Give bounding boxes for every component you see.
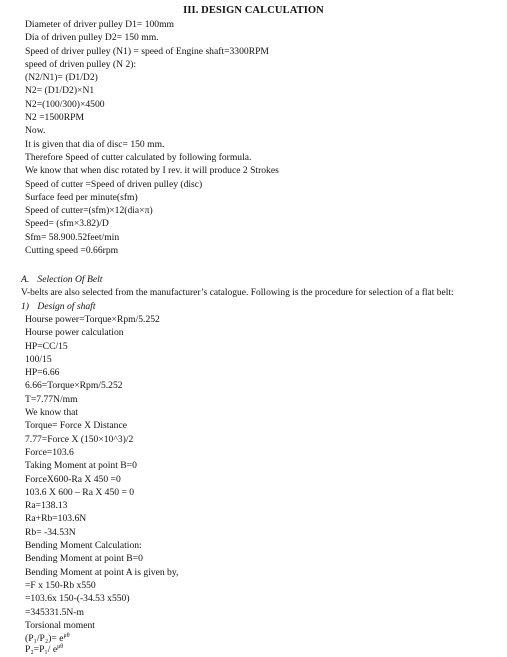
text-line: Dia of driven pulley D2= 150 mm.: [25, 32, 159, 44]
text-line: 103.6 X 600 – Ra X 450 = 0: [25, 486, 135, 498]
text-line: Speed= (sfm×3.82)/D: [25, 218, 109, 230]
text-line: N2 =1500RPM: [25, 112, 84, 124]
text-line: Ra=138.13: [25, 500, 68, 512]
formula-line: [25, 644, 495, 655]
text-line: Speed of cutter=(sfm)×12(dia×π): [25, 205, 153, 217]
text-line: 6.66=Torque×Rpm/5.252: [25, 380, 123, 392]
formula-exponent: μθ: [57, 643, 64, 650]
text-line: Sfm= 58.900.52feet/min: [25, 231, 120, 243]
text-line: Speed of cutter =Speed of driven pulley (disc): [25, 178, 203, 190]
text-line: Therefore Speed of cutter calculated by following formula.: [25, 151, 252, 163]
text-line: Surface feed per minute(sfm): [25, 191, 138, 203]
subsection-heading-shaft: [21, 300, 491, 313]
text-line: Force=103.6: [25, 446, 74, 458]
formula-line: [25, 633, 495, 644]
text-line: N2=(100/300)×4500: [25, 98, 105, 110]
text-line: T=7.77N/mm: [25, 393, 78, 405]
formula-exponent: μθ: [63, 632, 70, 639]
subsection-heading-belt: [21, 273, 491, 286]
calculation-block: [25, 18, 495, 257]
section-heading: III. DESIGN CALCULATION: [183, 5, 324, 16]
text-line: Torque= Force X Distance: [25, 420, 127, 432]
text-line: Torsional moment: [25, 619, 95, 631]
text-line: Speed of driver pulley (N1) = speed of Engine shaft=3300RPM: [25, 45, 269, 57]
text-line: Bending Moment Calculation:: [25, 540, 142, 552]
subsection-title: Design of shaft: [37, 301, 96, 312]
text-line: ForceX600-Ra X 450 =0: [25, 473, 121, 485]
subsection-number: A.: [21, 274, 30, 285]
text-line: Taking Moment at point B=0: [25, 460, 137, 472]
subsection-number: 1): [21, 301, 29, 312]
text-line: =F x 150-Rb x550: [25, 579, 96, 591]
belt-paragraph: V-belts are also selected from the manufacturer’s catalogue. Following is the procedure for selection of a flat belt:: [21, 288, 454, 298]
text-line: Now.: [25, 125, 46, 137]
text-line: N2= (D1/D2)×N1: [25, 85, 95, 97]
formula-block: [25, 633, 495, 655]
text-line: =345331.5N-m: [25, 606, 84, 618]
text-line: Ra+Rb=103.6N: [25, 513, 87, 525]
text-line: 100/15: [25, 353, 52, 365]
text-line: =103.6x 150-(-34.53 x550): [25, 593, 130, 605]
shaft-calculation-block: [25, 313, 495, 632]
text-line: speed of driven pulley (N 2):: [25, 58, 137, 70]
text-line: We know that when disc rotated by I rev. it will produce 2 Strokes: [25, 165, 279, 177]
formula-base: P₂=P₁/ e: [25, 644, 58, 655]
text-line: 7.77=Force X (150×10^3)/2: [25, 433, 134, 445]
text-line: We know that: [25, 407, 79, 419]
text-line: Hourse power calculation: [25, 327, 124, 339]
text-line: Cutting speed =0.66rpm: [25, 245, 119, 257]
text-line: Bending Moment at point A is given by,: [25, 566, 179, 578]
text-line: HP=CC/15: [25, 340, 68, 352]
formula-base: (P₁/P₂)= e: [25, 633, 64, 644]
text-line: Diameter of driver pulley D1= 100mm: [25, 19, 175, 30]
text-line: It is given that dia of disc= 150 mm.: [25, 138, 165, 150]
text-line: Bending Moment at point B=0: [25, 553, 143, 565]
subsection-title: Selection Of Belt: [37, 274, 103, 285]
text-line: Hourse power=Torque×Rpm/5.252: [25, 314, 160, 325]
text-line: HP=6.66: [25, 367, 60, 379]
text-line: (N2/N1)= (D1/D2): [25, 72, 98, 84]
text-line: Rb= -34.53N: [25, 526, 76, 538]
